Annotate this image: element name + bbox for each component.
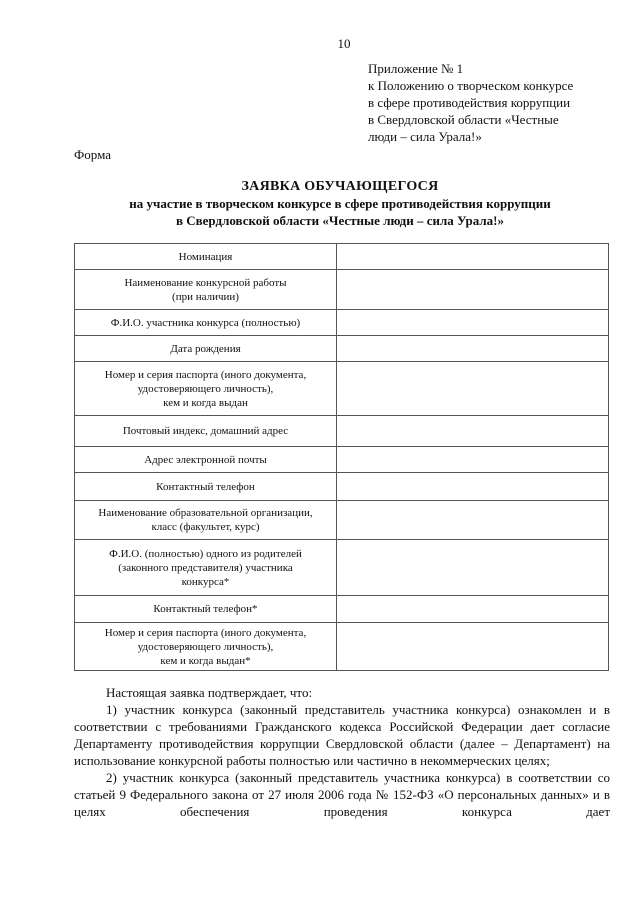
table-row xyxy=(75,623,609,671)
appendix-line: Приложение № 1 xyxy=(368,61,464,76)
appendix-line: к Положению о творческом конкурсе xyxy=(368,78,574,93)
table-row xyxy=(75,270,609,310)
field-label: Наименование конкурсной работы (при наличии) xyxy=(75,270,337,310)
consent-item-2: 2) участник конкурса (законный представитель участника конкурса) в соответствии со статьей 9 Федерального закона от 27 июля 2006 года № 152-ФЗ «О персональных данных» и в целях обеспечения проведения конкурса дает xyxy=(74,770,610,819)
field-value[interactable] xyxy=(337,473,609,501)
appendix-line: в сфере противодействия коррупции xyxy=(368,95,571,110)
field-label: Контактный телефон* xyxy=(75,596,337,623)
field-value[interactable] xyxy=(337,447,609,473)
consent-text xyxy=(74,684,610,820)
field-label: Ф.И.О. участника конкурса (полностью) xyxy=(75,310,337,336)
table-row xyxy=(75,501,609,540)
field-label: Ф.И.О. (полностью) одного из родителей (законного представителя) участника конкурса* xyxy=(75,540,337,596)
table-row xyxy=(75,596,609,623)
field-label: Дата рождения xyxy=(75,336,337,362)
field-value[interactable] xyxy=(337,540,609,596)
table-row xyxy=(75,244,609,270)
table-row xyxy=(75,336,609,362)
field-value[interactable] xyxy=(337,362,609,416)
appendix-note xyxy=(368,60,630,145)
field-value[interactable] xyxy=(337,596,609,623)
table-row xyxy=(75,447,609,473)
consent-item-1: 1) участник конкурса (законный представитель участника конкурса) ознакомлен и в соответствии с требованиями Гражданского кодекса Российской Федерации дает согласие Департаменту противодействия коррупции Свердловской области (далее – Департамент) на использование конкурсной работы полностью или частично в некоммерческих целях; xyxy=(74,702,610,768)
field-label: Контактный телефон xyxy=(75,473,337,501)
field-value[interactable] xyxy=(337,336,609,362)
document-title xyxy=(60,178,620,229)
field-value[interactable] xyxy=(337,310,609,336)
field-label: Номинация xyxy=(75,244,337,270)
field-value[interactable] xyxy=(337,244,609,270)
field-label: Наименование образовательной организации, класс (факультет, курс) xyxy=(75,501,337,540)
table-row xyxy=(75,540,609,596)
application-table xyxy=(74,243,609,671)
appendix-line: люди – сила Урала!» xyxy=(368,129,482,144)
table-row xyxy=(75,416,609,447)
field-label: Номер и серия паспорта (иного документа, удостоверяющего личность), кем и когда выдан* xyxy=(75,623,337,671)
appendix-line: в Свердловской области «Честные xyxy=(368,112,559,127)
field-label: Адрес электронной почты xyxy=(75,447,337,473)
title-main: ЗАЯВКА ОБУЧАЮЩЕГОСЯ xyxy=(241,179,439,194)
field-label: Почтовый индекс, домашний адрес xyxy=(75,416,337,447)
table-row xyxy=(75,473,609,501)
table-row xyxy=(75,362,609,416)
table-row xyxy=(75,310,609,336)
field-value[interactable] xyxy=(337,623,609,671)
title-line: в Свердловской области «Честные люди – сила Урала!» xyxy=(175,213,504,228)
field-label: Номер и серия паспорта (иного документа, удостоверяющего личность), кем и когда выдан xyxy=(75,362,337,416)
field-value[interactable] xyxy=(337,416,609,447)
field-value[interactable] xyxy=(337,270,609,310)
page-number: 10 xyxy=(337,36,351,51)
title-line: на участие в творческом конкурсе в сфере противодействия коррупции xyxy=(129,196,551,211)
intro-paragraph: Настоящая заявка подтверждает, что: xyxy=(106,685,313,700)
form-label: Форма xyxy=(74,147,111,162)
field-value[interactable] xyxy=(337,501,609,540)
